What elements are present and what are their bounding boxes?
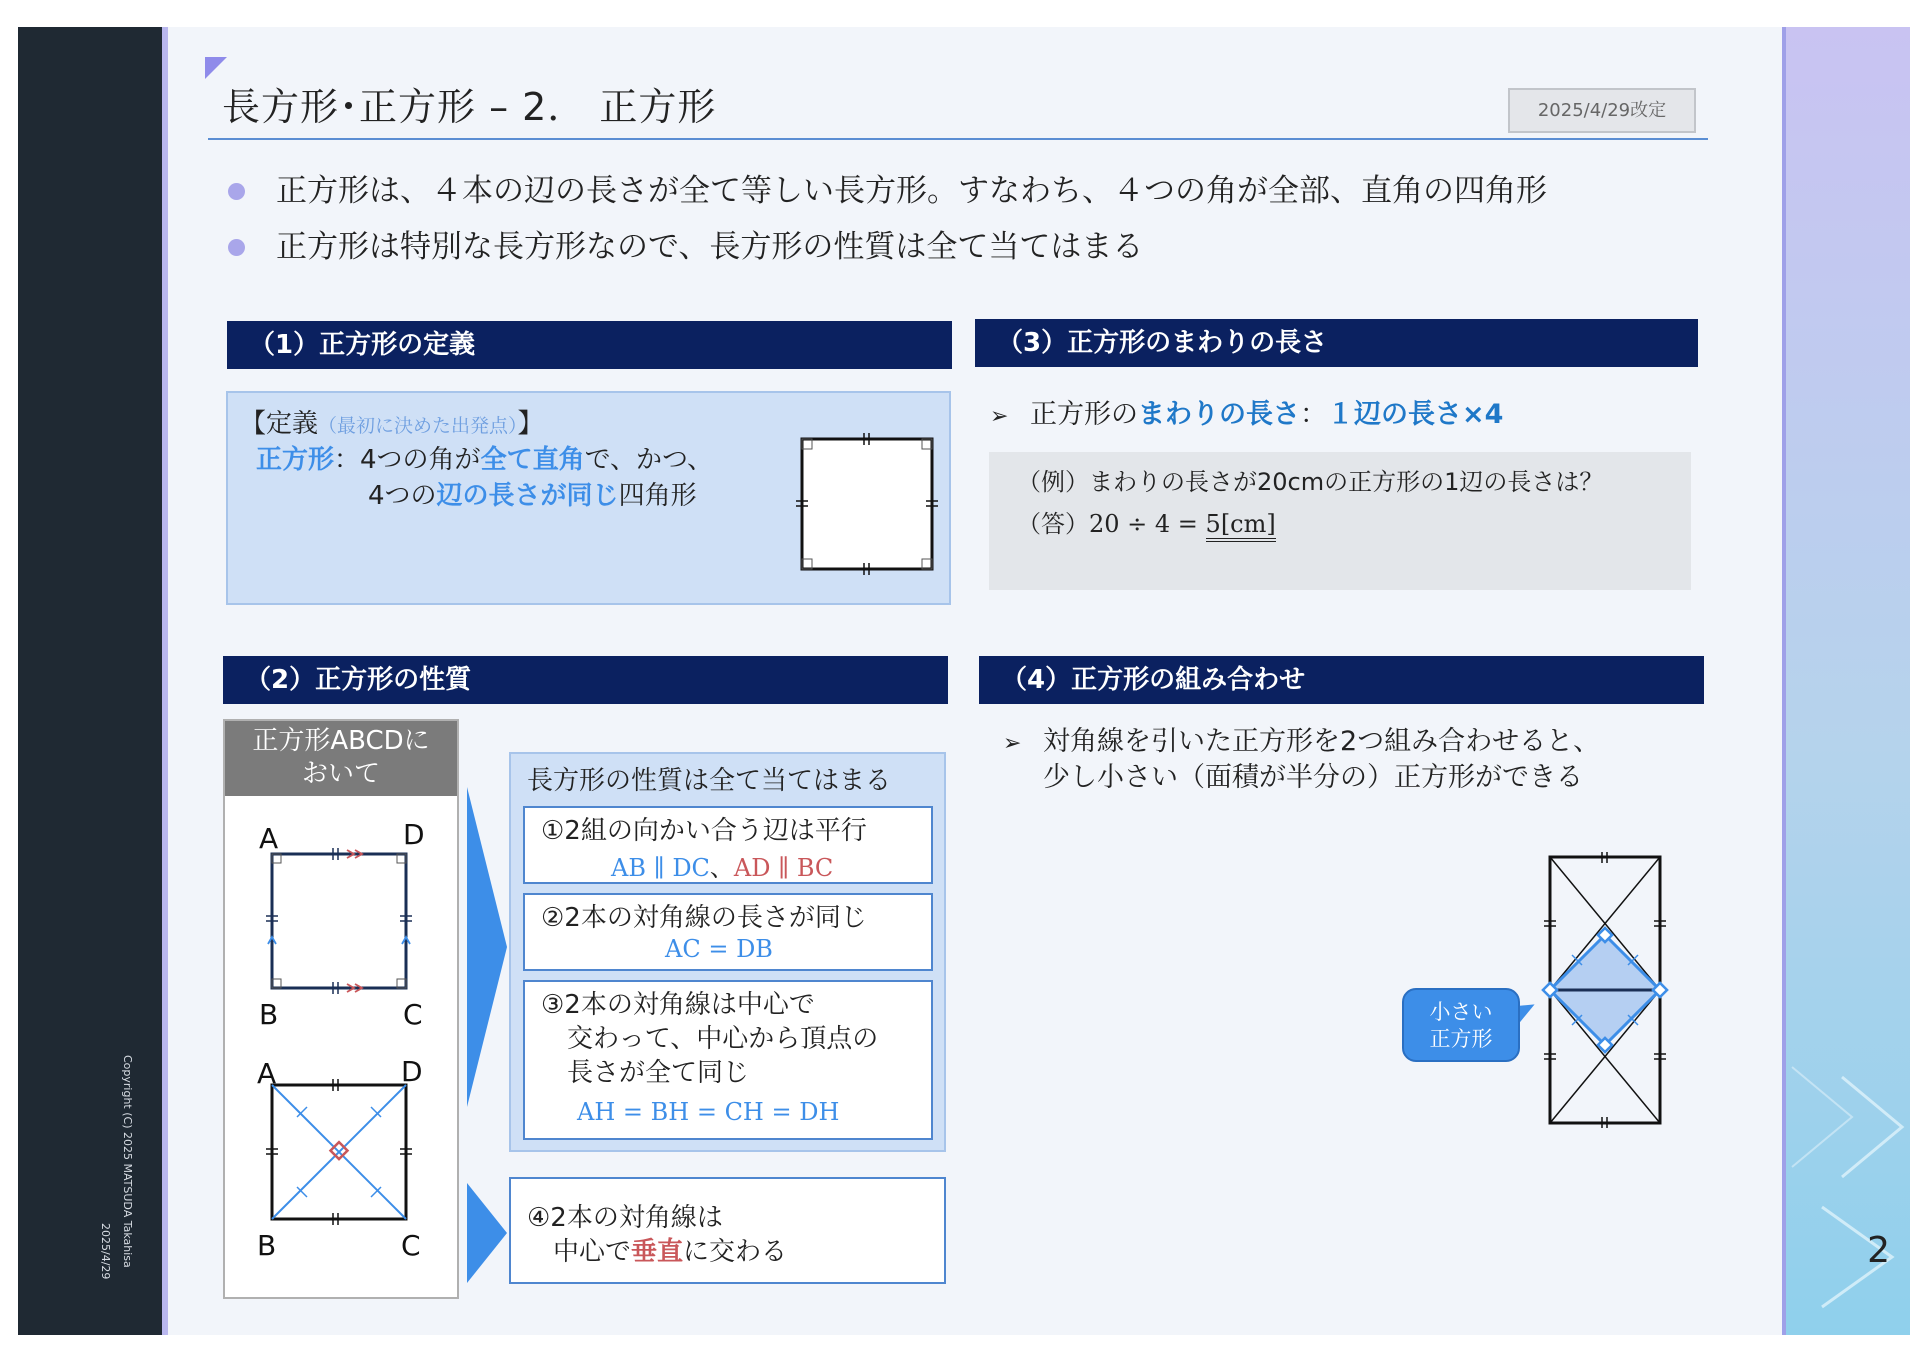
def-term: 正方形 [256, 445, 335, 475]
example-question: （例）まわりの長さが20cmの正方形の1辺の長さは？ [1017, 468, 1604, 496]
def-close: 】 [517, 409, 544, 439]
def-line3-b: 辺の長さが同じ [436, 481, 619, 511]
small-square-callout [1402, 988, 1520, 1062]
property-3-math: AH = BH = CH = DH [577, 1098, 840, 1126]
example-answer [1017, 504, 1276, 539]
decorative-chevrons [1782, 1057, 1910, 1335]
rectangle-properties-box [509, 752, 946, 1152]
answer-math [1089, 510, 1276, 542]
arrow-bullet-icon: ➢ [990, 404, 1009, 429]
intro-bullets [228, 163, 1547, 275]
property-1-math-b: AD ∥ BC [733, 854, 834, 882]
section1-heading: （1）正方形の定義 [227, 321, 952, 369]
combination-line-1 [1003, 725, 1600, 761]
label-d-2: D [401, 1055, 423, 1088]
definition-square-figure [794, 431, 939, 576]
property-1-math-a: AB ∥ DC [611, 854, 710, 882]
property-4-c: に交わる [683, 1237, 788, 1267]
intro-bullet-1-text: 正方形は、４本の辺の長さが全て等しい長方形。すなわち、４つの角が全部、直角の四角形 [276, 173, 1547, 209]
definition-label [240, 403, 544, 440]
def-line2-b: 全て直角 [480, 445, 585, 475]
properties-title: 長方形の性質は全て当てはまる [527, 766, 892, 796]
right-gradient-band [1782, 27, 1910, 1335]
def-line3-a: 4つの [368, 481, 437, 511]
combination-line-2-text: 少し小さい（面積が半分の）正方形ができる [1043, 762, 1583, 793]
square-abcd-panel [223, 719, 459, 1299]
property-4-b: 垂直 [631, 1237, 684, 1267]
property-3-line-1: ③2本の対角線は中心で [541, 990, 815, 1020]
combined-squares-figure [1530, 845, 1680, 1145]
def-line2-c: で、かつ、 [584, 445, 714, 475]
left-bar-edge [162, 27, 168, 1335]
bullet-dot-icon [228, 239, 245, 256]
property-3-line-2: 交わって、中心から頂点の [567, 1024, 879, 1054]
definition-line-3 [368, 475, 697, 512]
property-1 [523, 806, 933, 884]
property-4-box [509, 1177, 946, 1284]
intro-bullet-1 [228, 163, 1547, 219]
page-number: 2 [1867, 1230, 1890, 1271]
perimeter-rule [990, 392, 1503, 431]
square-abcd-heading [225, 721, 457, 796]
property-2-math: AC = DB [665, 935, 773, 963]
property-1-text: ①2組の向かい合う辺は平行 [541, 816, 867, 846]
example-box [989, 452, 1691, 590]
property-2 [523, 893, 933, 971]
label-c-2: C [401, 1229, 421, 1262]
perimeter-a: 正方形の [1030, 399, 1138, 430]
copyright-text: Copyright (C) 2025 MATSUDA Takahisa [121, 1055, 134, 1268]
label-a-2: A [257, 1057, 277, 1090]
section4-heading: （4）正方形の組み合わせ [979, 656, 1704, 704]
title-underline [208, 138, 1708, 140]
big-arrow-icon-1 [467, 787, 507, 1107]
def-note: （最初に決めた出発点） [318, 415, 518, 437]
square-abcd-figures [225, 798, 457, 1298]
square-abcd-heading-text: 正方形ABCDに おいて [252, 726, 430, 789]
label-b-1: B [259, 998, 279, 1031]
combination-line-1-text: 対角線を引いた正方形を2つ組み合わせると、 [1043, 726, 1601, 757]
label-b-2: B [257, 1229, 277, 1262]
copyright-date: 2025/4/29 [99, 1223, 112, 1280]
label-a-1: A [259, 822, 279, 855]
perimeter-e: ×4 [1462, 399, 1504, 430]
intro-bullet-2-text: 正方形は特別な長方形なので、長方形の性質は全て当てはまる [276, 229, 1144, 265]
label-d-1: D [403, 818, 425, 851]
perimeter-c: ： [1300, 399, 1327, 430]
property-3-line-3: 長さが全て同じ [567, 1058, 750, 1088]
revision-badge: 2025/4/29改定 [1508, 88, 1696, 133]
callout-text: 小さい 正方形 [1429, 1000, 1493, 1051]
page-title: 長方形･正方形 – 2． 正方形 [222, 85, 717, 129]
answer-label: （答） [1017, 510, 1089, 538]
def-line2-a: ：4つの角が [334, 445, 481, 475]
answer-expr: 20 ÷ 4 = [1089, 510, 1206, 538]
property-1-sep: 、 [709, 854, 734, 882]
copyright-vertical [99, 1055, 158, 1315]
section2-heading: （2）正方形の性質 [223, 656, 948, 704]
answer-result: 5[cm] [1206, 510, 1276, 542]
section3-heading: （3）正方形のまわりの長さ [975, 319, 1698, 367]
combination-text [1003, 725, 1600, 795]
label-c-1: C [403, 998, 423, 1031]
property-4-a: 中心で [553, 1237, 632, 1267]
perimeter-d: １辺の長さ [1327, 399, 1462, 430]
arrow-bullet-icon: ➢ [1003, 731, 1022, 756]
intro-bullet-2 [228, 219, 1547, 275]
definition-line-2 [256, 439, 713, 476]
big-arrow-icon-2 [467, 1183, 507, 1283]
definition-box [226, 391, 951, 605]
perimeter-b: まわりの長さ [1138, 399, 1300, 430]
property-4-line-2 [553, 1231, 787, 1268]
property-1-math [611, 848, 833, 883]
combination-line-2 [1003, 761, 1600, 795]
def-open: 【定義 [240, 409, 319, 439]
property-2-text: ②2本の対角線の長さが同じ [541, 903, 867, 933]
bullet-dot-icon [228, 183, 245, 200]
property-3 [523, 980, 933, 1140]
property-4-line-1: ④2本の対角線は [527, 1203, 723, 1233]
def-line3-c: 四角形 [618, 481, 697, 511]
